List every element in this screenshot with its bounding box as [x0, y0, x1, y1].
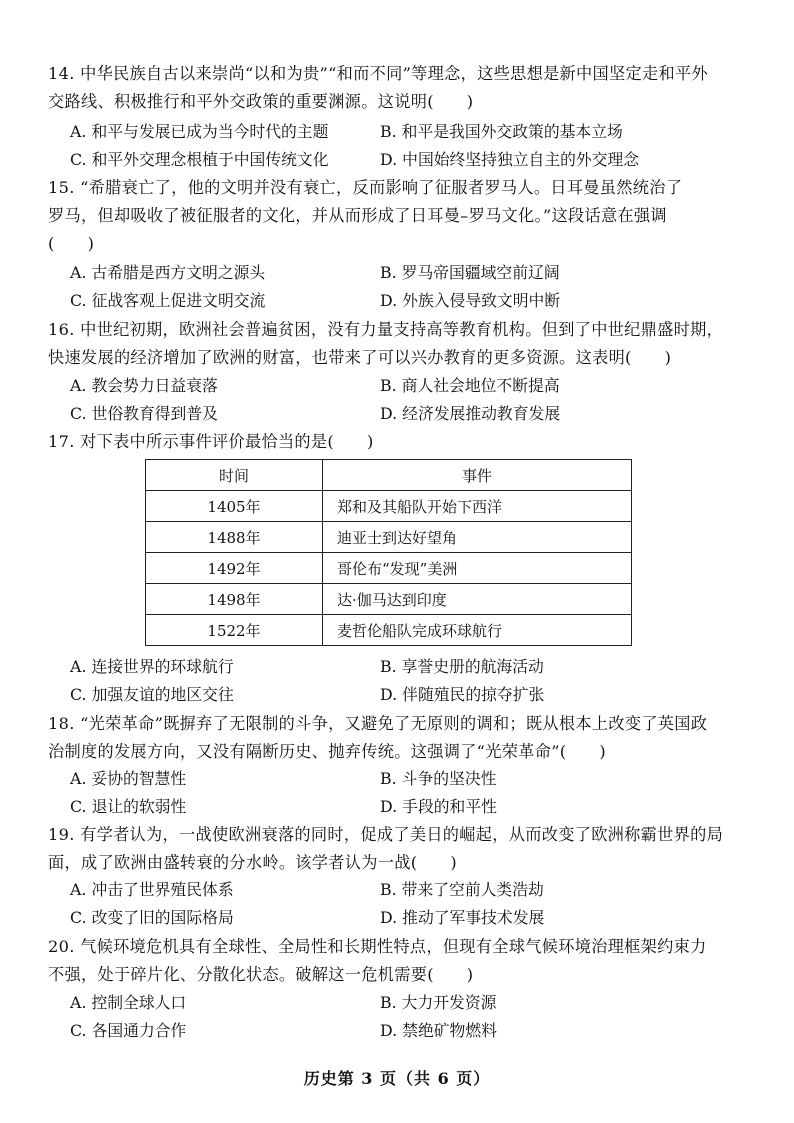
question-line: 17. 对下表中所示事件评价最恰当的是( ): [48, 432, 374, 451]
option-b: B. 享誉史册的航海活动: [380, 657, 544, 676]
table-cell-event: 哥伦布“发现”美洲: [323, 553, 632, 584]
option-d: D. 禁绝矿物燃料: [380, 1021, 497, 1040]
table-cell-event: 郑和及其船队开始下西洋: [323, 491, 632, 522]
table-cell-year: 1498年: [146, 584, 323, 615]
table-row: [146, 491, 632, 522]
question-line: 罗马，但却吸收了被征服者的文化，并从而形成了日耳曼–罗马文化。”这段话意在强调: [48, 206, 667, 225]
table-cell-event: 麦哲伦船队完成环球航行: [323, 615, 632, 646]
option-c: C. 改变了旧的国际格局: [70, 908, 234, 927]
question-20-stem: [48, 933, 748, 989]
option-b: B. 斗争的坚决性: [380, 769, 497, 788]
question-14-stem: [48, 60, 748, 116]
option-c: C. 和平外交理念根植于中国传统文化: [70, 150, 329, 169]
question-14-options: [70, 118, 730, 174]
table-cell-year: 1488年: [146, 522, 323, 553]
option-d: D. 伴随殖民的掠夺扩张: [380, 685, 545, 704]
question-19-options: [70, 876, 730, 932]
question-line: 交路线、积极推行和平外交政策的重要渊源。这说明( ): [48, 92, 474, 111]
page-footer: 历史第 3 页（共 6 页）: [303, 1069, 491, 1088]
table-cell-year: 1522年: [146, 615, 323, 646]
table-cell-year: 1405年: [146, 491, 323, 522]
table-row: [146, 553, 632, 584]
question-line: 面，成了欧洲由盛转衰的分水岭。该学者认为一战( ): [48, 853, 457, 872]
option-d: D. 手段的和平性: [380, 797, 497, 816]
table-header-event: 事件: [323, 460, 632, 491]
question-17-stem: [48, 428, 748, 456]
table-header-time: 时间: [146, 460, 323, 491]
question-16-options: [70, 372, 730, 428]
question-line: 20. 气候环境危机具有全球性、全局性和长期性特点，但现有全球气候环境治理框架约束力: [48, 937, 707, 956]
question-line: ( ): [48, 234, 95, 253]
option-a: A. 冲击了世界殖民体系: [70, 880, 234, 899]
question-18-stem: [48, 710, 748, 766]
question-20-options: [70, 989, 730, 1045]
option-c: C. 退让的软弱性: [70, 797, 187, 816]
option-c: C. 各国通力合作: [70, 1021, 187, 1040]
question-17-options: [70, 653, 730, 709]
question-19-stem: [48, 821, 748, 877]
table-cell-year: 1492年: [146, 553, 323, 584]
option-c: C. 征战客观上促进文明交流: [70, 291, 266, 310]
table-row: [146, 615, 632, 646]
events-table: [145, 459, 632, 646]
option-d: D. 经济发展推动教育发展: [380, 404, 561, 423]
option-a: A. 和平与发展已成为当今时代的主题: [70, 122, 329, 141]
option-d: D. 推动了军事技术发展: [380, 908, 545, 927]
option-c: C. 世俗教育得到普及: [70, 404, 218, 423]
option-a: A. 古希腊是西方文明之源头: [70, 263, 266, 282]
question-line: 15. “希腊衰亡了，他的文明并没有衰亡，反而影响了征服者罗马人。日耳曼虽然统治了: [48, 178, 683, 197]
question-16-stem: [48, 316, 748, 372]
option-c: C. 加强友谊的地区交往: [70, 685, 234, 704]
question-15-stem: [48, 174, 748, 258]
question-line: 快速发展的经济增加了欧洲的财富，也带来了可以兴办教育的更多资源。这表明( ): [48, 348, 672, 367]
table-row: [146, 584, 632, 615]
table-cell-event: 达·伽马达到印度: [323, 584, 632, 615]
table-header-row: [146, 460, 632, 491]
option-b: B. 和平是我国外交政策的基本立场: [380, 122, 623, 141]
option-a: A. 连接世界的环球航行: [70, 657, 234, 676]
table-row: [146, 522, 632, 553]
question-line: 16. 中世纪初期，欧洲社会普遍贫困，没有力量支持高等教育机构。但到了中世纪鼎盛时期，: [48, 320, 724, 339]
question-line: 19. 有学者认为，一战使欧洲衰落的同时，促成了美日的崛起，从而改变了欧洲称霸世界的局: [48, 825, 724, 844]
option-a: A. 控制全球人口: [70, 993, 187, 1012]
option-b: B. 大力开发资源: [380, 993, 497, 1012]
option-a: A. 妥协的智慧性: [70, 769, 187, 788]
question-line: 18. “光荣革命”既摒弃了无限制的斗争，又避免了无原则的调和；既从根本上改变了英国政: [48, 714, 708, 733]
table-cell-event: 迪亚士到达好望角: [323, 522, 632, 553]
question-15-options: [70, 259, 730, 315]
option-b: B. 商人社会地位不断提高: [380, 376, 560, 395]
option-a: A. 教会势力日益衰落: [70, 376, 218, 395]
option-b: B. 带来了空前人类浩劫: [380, 880, 544, 899]
option-b: B. 罗马帝国疆域空前辽阔: [380, 263, 560, 282]
question-18-options: [70, 765, 730, 821]
question-line: 治制度的发展方向，又没有隔断历史、抛弃传统。这强调了“光荣革命”( ): [48, 742, 606, 761]
question-line: 14. 中华民族自古以来崇尚“以和为贵”“和而不同”等理念，这些思想是新中国坚定走和平外: [48, 64, 708, 83]
question-line: 不强，处于碎片化、分散化状态。破解这一危机需要( ): [48, 965, 474, 984]
option-d: D. 中国始终坚持独立自主的外交理念: [380, 150, 640, 169]
option-d: D. 外族入侵导致文明中断: [380, 291, 561, 310]
